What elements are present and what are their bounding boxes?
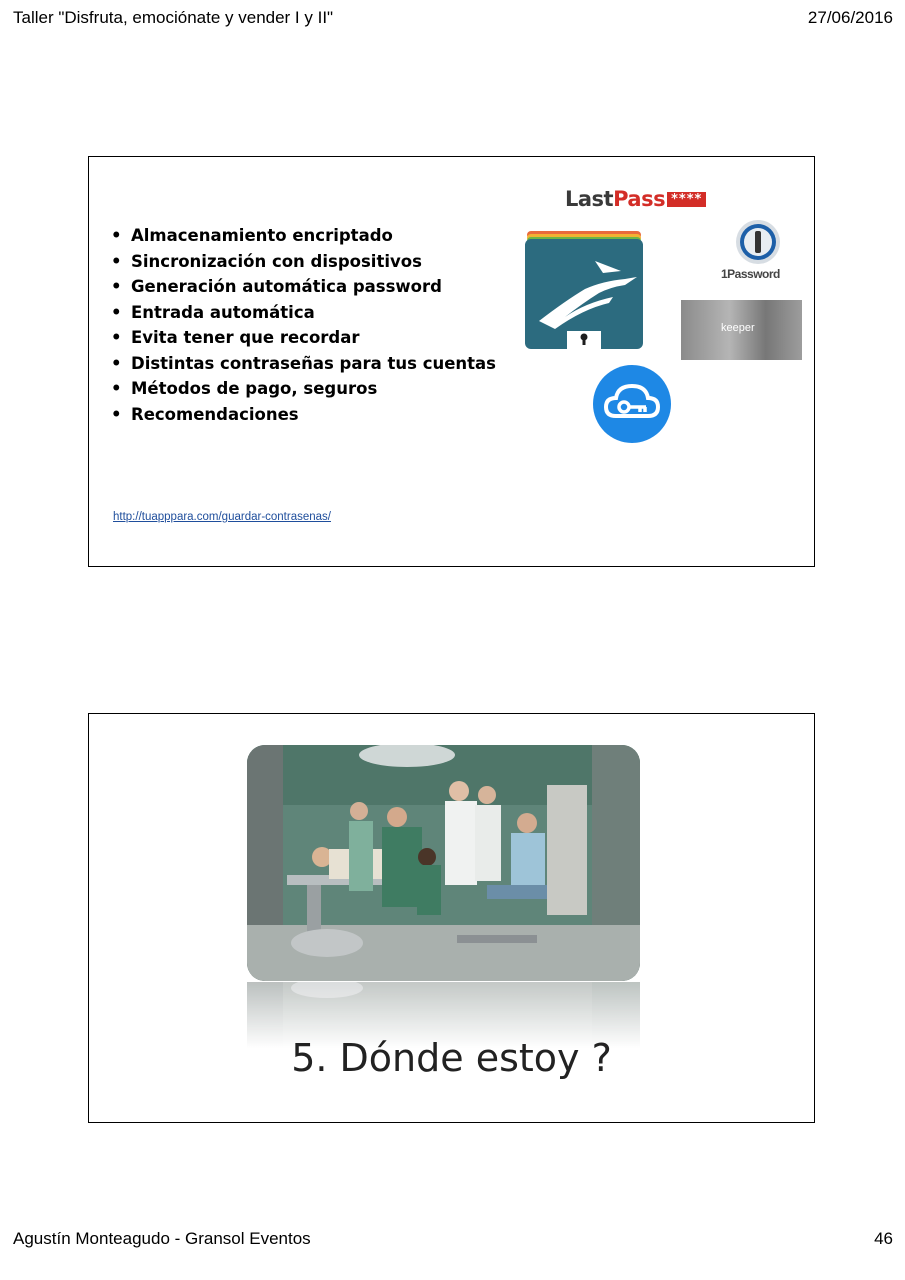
slide-donde-estoy (88, 713, 815, 1123)
keeper-logo (681, 300, 802, 360)
bullet-item: • Evita tener que recordar (111, 328, 360, 347)
onepassword-icon (735, 219, 781, 265)
slide-password-managers (88, 156, 815, 567)
section-title: 5. Dónde estoy ? (291, 1036, 612, 1080)
bullet-item: • Sincronización con dispositivos (111, 251, 422, 271)
document-header-title: Taller "Disfruta, emociónate y vender I y II" (13, 8, 334, 27)
lastpass-logo: LastPass **** (565, 187, 706, 211)
hospital-photo (247, 745, 640, 981)
page-number: 46 (874, 1229, 893, 1248)
bullet-item: • Métodos de pago, seguros (111, 379, 378, 398)
document-footer-author: Agustín Monteagudo - Gransol Eventos (13, 1229, 311, 1248)
dashlane-icon (525, 231, 643, 351)
document-header-date: 27/06/2016 (807, 8, 893, 27)
bullet-item: • Generación automática password (111, 277, 442, 296)
cloud-key-icon (592, 364, 672, 444)
bullet-list (111, 223, 496, 427)
bullet-item: • Entrada automática (111, 302, 315, 322)
source-link[interactable]: http://tuapppara.com/guardar-contrasenas/ (113, 511, 331, 523)
bullet-item: • Distintas contraseñas para tus cuentas (111, 353, 496, 373)
keeper-label: keeper (721, 322, 755, 334)
bullet-item: • Recomendaciones (111, 404, 299, 424)
bullet-item: • Almacenamiento encriptado (111, 226, 393, 245)
onepassword-label: 1Password (721, 267, 780, 281)
